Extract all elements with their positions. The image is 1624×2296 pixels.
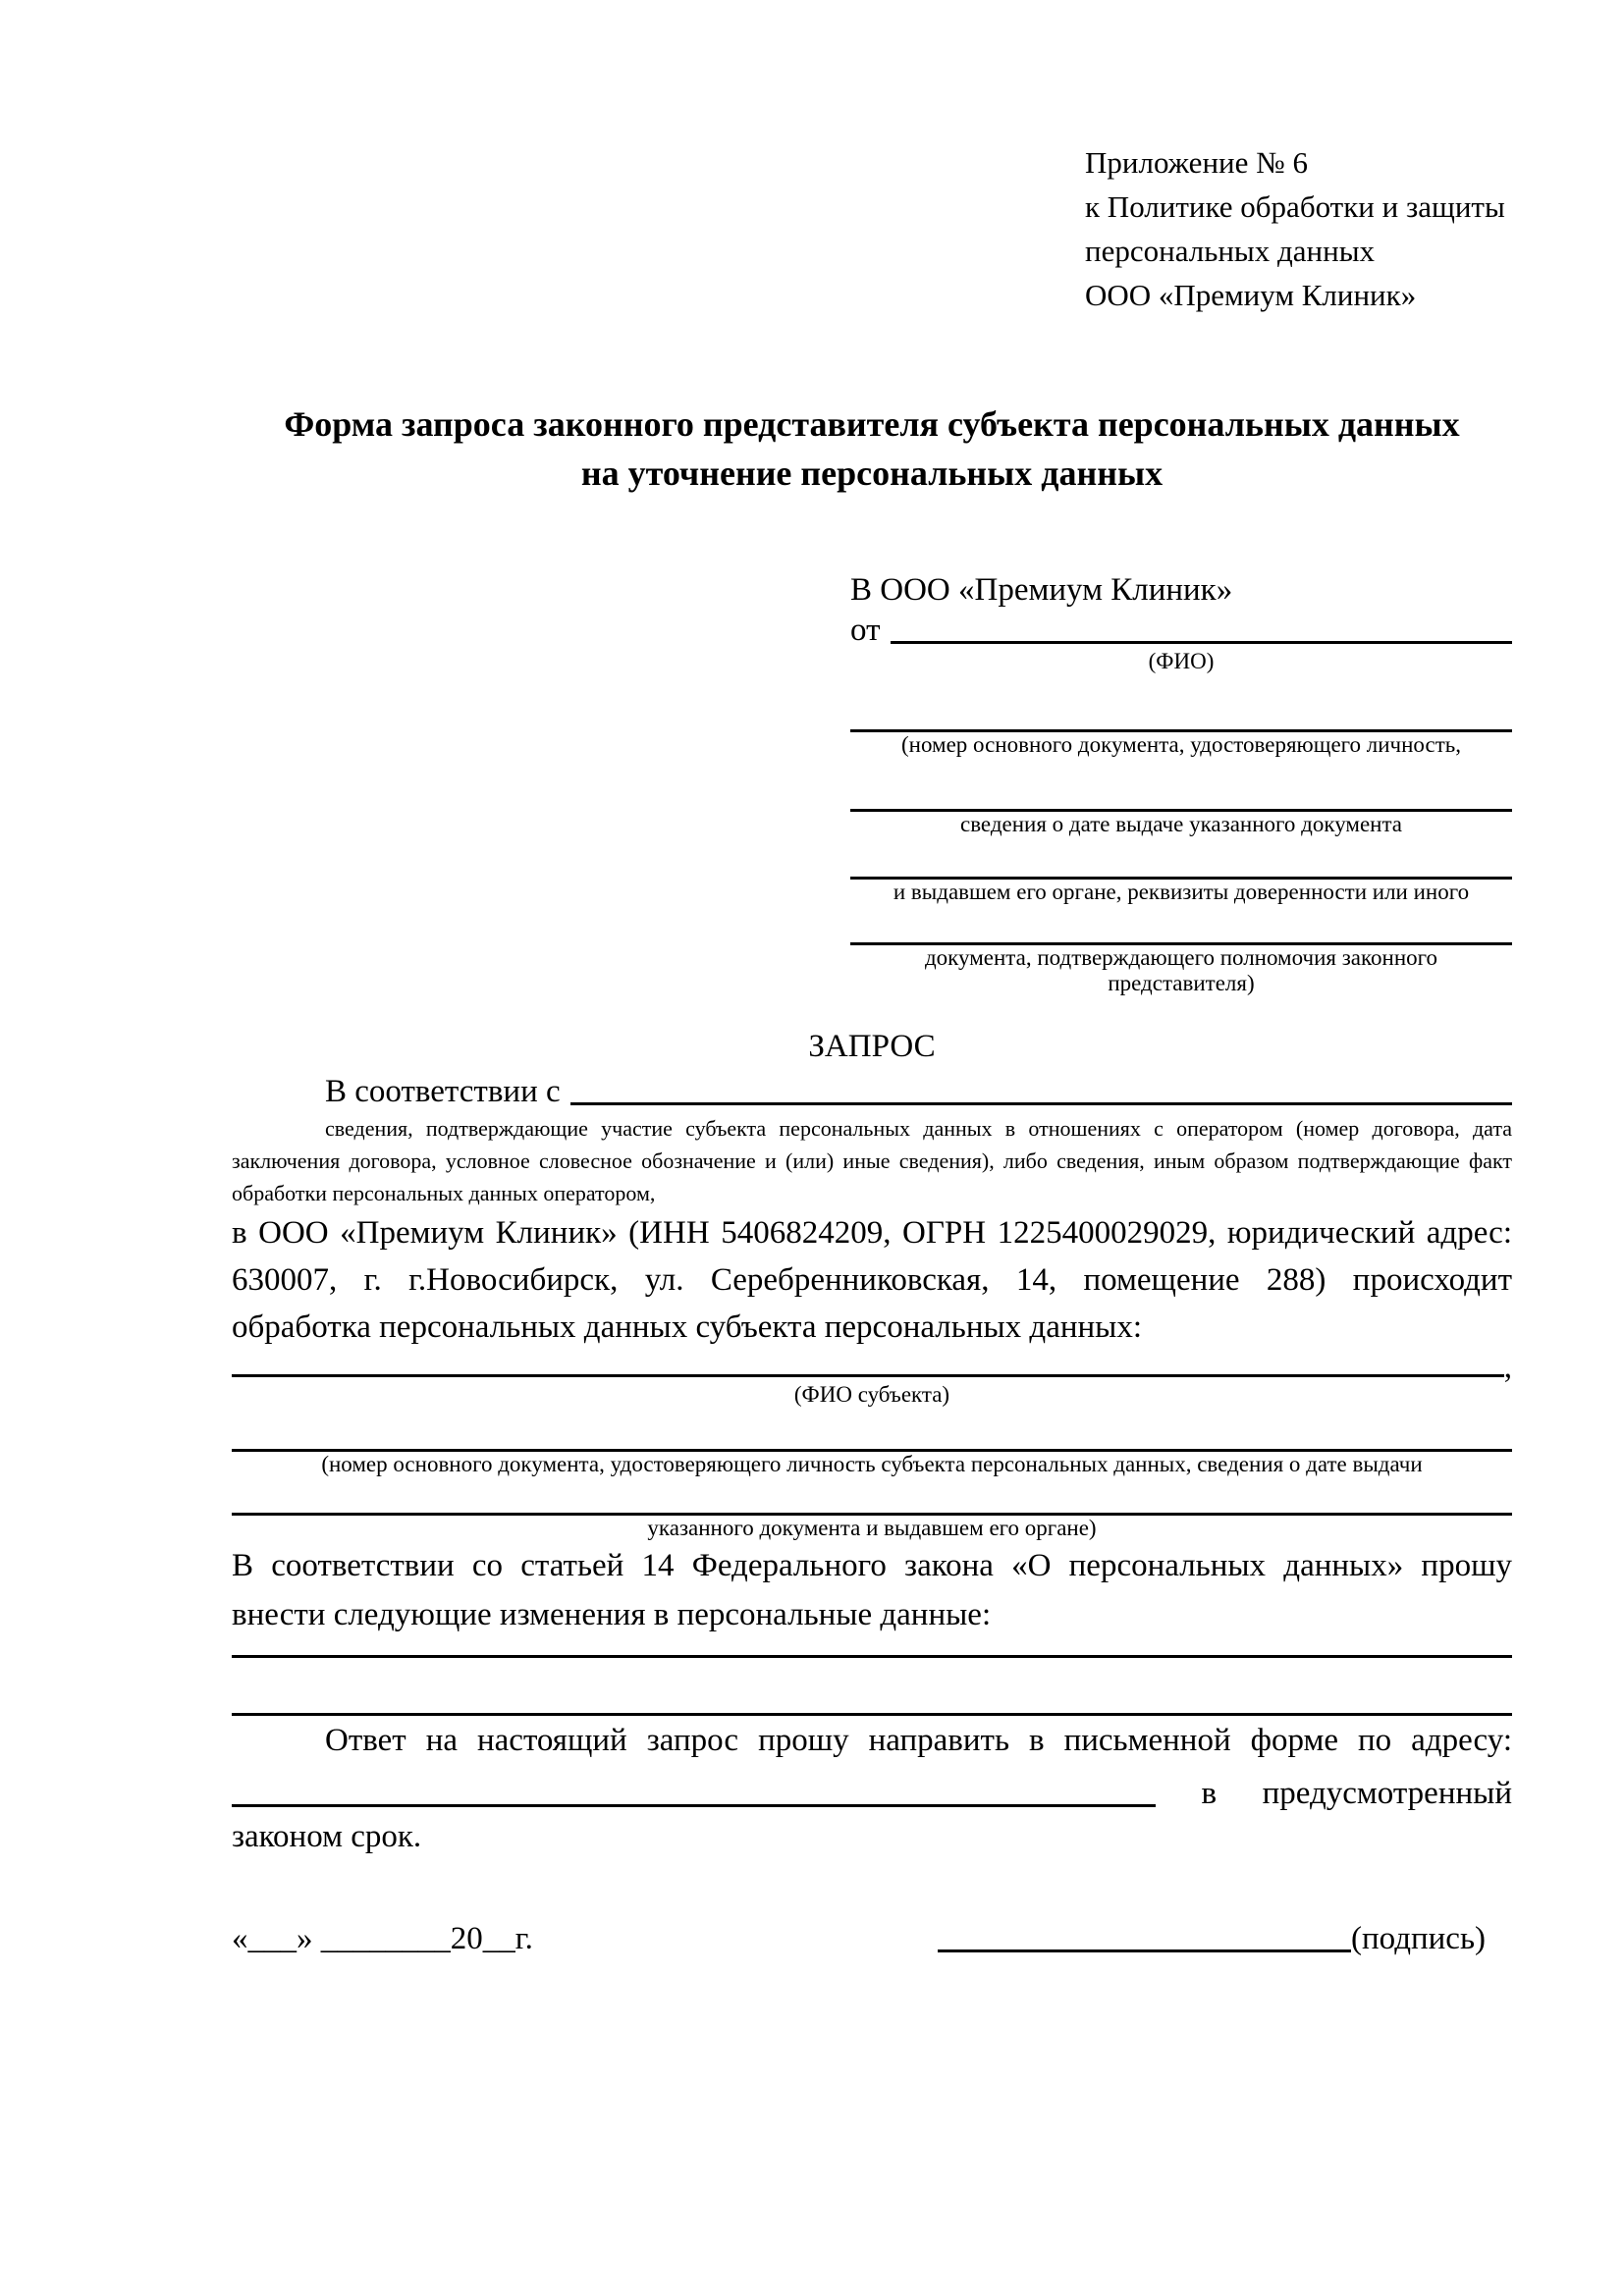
subject-fio-fill-row [232, 1350, 1512, 1385]
reply-word-2: предусмотренный [1262, 1776, 1512, 1811]
blank-line [850, 674, 1512, 732]
addressee-block [850, 568, 1512, 996]
amendment-paragraph [232, 1541, 1512, 1639]
blank-line [232, 1639, 1512, 1658]
request-heading: ЗАПРОС [808, 1029, 936, 1064]
signature-group [938, 1921, 1486, 1957]
note-line: сведения, подтверждающие участие субъекта персональных данных в отношениях с оператором (номер договора, дата [325, 1116, 1512, 1141]
fio-caption: (ФИО) [1148, 649, 1215, 673]
accordance-fill-line [570, 1102, 1512, 1105]
note-line: заключения договора, условное словесное обозначение и (или) иные сведения), либо сведения, иным образом подтверждающие факт [232, 1148, 1512, 1173]
appendix-line: персональных данных [1085, 234, 1376, 268]
doc-caption: сведения о дате выдаче указанного документа [959, 812, 1403, 836]
operator-note [232, 1112, 1512, 1209]
subject-fio-caption: (ФИО субъекта) [793, 1382, 950, 1407]
paragraph-line: в ООО «Премиум Клиник» (ИНН 5406824209, ОГРН 1225400029029, юридический адрес: [232, 1215, 1512, 1251]
blank-line [850, 758, 1512, 812]
form-title-line-2: на уточнение персональных данных [580, 454, 1164, 493]
paragraph-line: 630007, г. г.Новосибирск, ул. Серебренниковская, 14, помещение 288) происходит [232, 1262, 1512, 1298]
appendix-block [1085, 140, 1512, 317]
reply-address-fill-line [232, 1804, 1156, 1807]
subject-doc-caption-2: указанного документа и выдавшем его органе) [647, 1516, 1097, 1540]
form-title [232, 400, 1512, 498]
blank-line [850, 905, 1512, 945]
accordance-row [232, 1069, 1512, 1110]
blank-line [232, 1477, 1512, 1516]
subject-fio-fill-line [232, 1374, 1504, 1377]
blank-line [232, 1658, 1512, 1716]
doc-caption: (номер основного документа, удостоверяющего личность, [900, 732, 1461, 757]
accordance-label: В соответствии с [325, 1074, 561, 1109]
doc-caption: документа, подтверждающего полномочия законного представителя) [924, 945, 1437, 995]
from-label: от [850, 613, 881, 648]
note-line: обработки персональных данных оператором, [232, 1181, 656, 1205]
signature-fill-line [938, 1949, 1351, 1952]
reply-paragraph-line-3: законом срок. [232, 1819, 422, 1854]
form-title-line-1: Форма запроса законного представителя субъекта персональных данных [284, 404, 1460, 444]
signature-caption: (подпись) [1351, 1921, 1486, 1956]
document-content [232, 140, 1512, 1957]
addressee-to: В ООО «Премиум Клиник» [850, 572, 1233, 608]
from-row [850, 612, 1512, 649]
paragraph-line: внести следующие изменения в персональные данные: [232, 1597, 992, 1632]
appendix-line: Приложение № 6 [1085, 145, 1308, 180]
from-fill-line [891, 641, 1513, 644]
date-signature-row [232, 1910, 1512, 1957]
appendix-line: ООО «Премиум Клиник» [1085, 278, 1417, 312]
reply-address-row [232, 1765, 1512, 1812]
reply-paragraph-line-1: Ответ на настоящий запрос прошу направить в письменной форме по адресу: [325, 1723, 1512, 1758]
paragraph-line: В соответствии со статьей 14 Федерального закона «О персональных данных» прошу [232, 1548, 1512, 1583]
paragraph-line: обработка персональных данных субъекта персональных данных: [232, 1309, 1142, 1345]
blank-line [850, 837, 1512, 880]
operator-paragraph [232, 1209, 1512, 1351]
blank-line [232, 1408, 1512, 1452]
doc-caption: и выдавшем его органе, реквизиты доверенности или иного [893, 880, 1470, 904]
subject-doc-caption-1: (номер основного документа, удостоверяющего личность субъекта персональных данных, сведения о дате выдачи [321, 1452, 1423, 1476]
appendix-line: к Политике обработки и защиты [1085, 189, 1505, 224]
date-field: «___» ________20__г. [232, 1921, 533, 1956]
reply-word-1: в [1201, 1776, 1218, 1811]
trailing-comma: , [1503, 1350, 1512, 1385]
